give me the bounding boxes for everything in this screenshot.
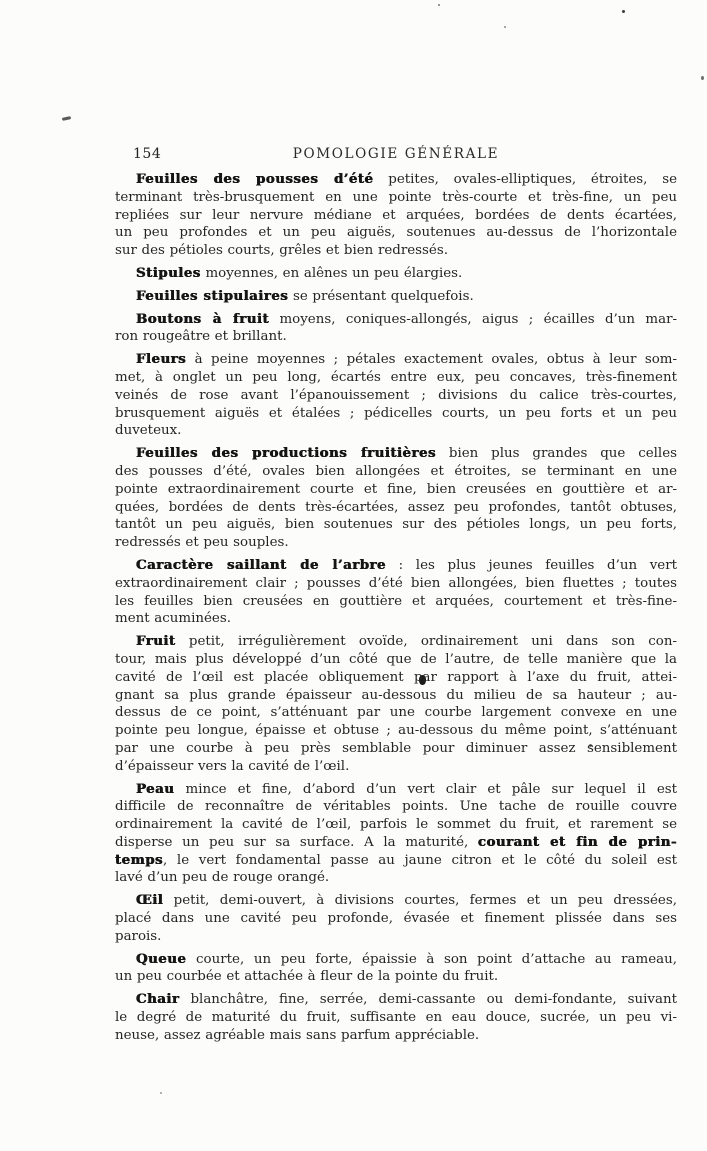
lead-word: Queue bbox=[136, 950, 187, 967]
text-line bbox=[115, 593, 677, 611]
paragraph bbox=[115, 311, 677, 347]
text-line bbox=[115, 499, 677, 517]
paragraph bbox=[115, 288, 677, 306]
text-line bbox=[115, 951, 677, 969]
page-body bbox=[115, 171, 677, 1045]
body-text: pointe peu longue, épaisse et obtuse ; au-dessous du même point, s’atténuant bbox=[115, 723, 677, 739]
body-text: disperse un peu sur sa surface. A la maturité, bbox=[115, 834, 478, 850]
text-line bbox=[115, 1009, 677, 1027]
text-block bbox=[115, 146, 677, 1045]
text-line bbox=[115, 405, 677, 423]
scan-speck bbox=[701, 76, 704, 80]
paragraph bbox=[115, 951, 677, 987]
paragraph bbox=[115, 351, 677, 440]
body-text: petites, ovales-elliptiques, étroites, se bbox=[373, 172, 677, 187]
body-text: met, à onglet un peu long, écartés entre eux, peu concaves, très-finement bbox=[115, 369, 677, 385]
body-text: tantôt un peu aiguës, bien soutenues sur des pétioles longs, un peu forts, bbox=[115, 517, 677, 533]
text-line bbox=[115, 224, 677, 242]
text-line bbox=[115, 534, 677, 552]
body-text: des pousses d’été, ovales bien allongées et étroites, se terminant en une bbox=[115, 463, 677, 479]
text-line bbox=[115, 422, 677, 440]
page-number: 154 bbox=[133, 146, 162, 162]
lead-word: Œil bbox=[136, 892, 164, 909]
body-text: petit, irrégulièrement ovoïde, ordinairement uni dans son con- bbox=[175, 634, 677, 650]
text-line bbox=[115, 651, 677, 669]
text-line bbox=[115, 722, 677, 740]
text-line bbox=[115, 516, 677, 534]
body-text: redressés et peu souples. bbox=[115, 535, 289, 551]
body-text: placé dans une cavité peu profonde, évasée et finement plissée dans ses bbox=[115, 911, 677, 927]
body-text: difficile de reconnaître de véritables points. Une tache de rouille couvre bbox=[115, 799, 677, 815]
text-line bbox=[115, 758, 677, 776]
body-text: le degré de maturité du fruit, suffisante en eau douce, sucrée, un peu vi- bbox=[115, 1010, 677, 1026]
lead-word: Chair bbox=[136, 991, 180, 1008]
text-line bbox=[115, 575, 677, 593]
body-text: : les plus jeunes feuilles d’un vert bbox=[386, 557, 678, 573]
text-line bbox=[115, 171, 677, 189]
lead-word: Feuilles des pousses d’été bbox=[136, 171, 374, 187]
lead-word: Boutons à fruit bbox=[136, 310, 270, 327]
body-text: sur des pétioles courts, grêles et bien redressés. bbox=[115, 243, 448, 259]
text-line bbox=[115, 740, 677, 758]
text-line bbox=[115, 557, 677, 575]
body-text: ment acuminées. bbox=[115, 611, 231, 627]
lead-word: Feuilles des productions fruitières bbox=[136, 445, 436, 462]
body-text: gnant sa plus grande épaisseur au-dessous du milieu de sa hauteur ; au- bbox=[115, 687, 677, 703]
paragraph bbox=[115, 633, 677, 775]
text-line bbox=[115, 242, 677, 260]
body-text: courte, un peu forte, épaissie à son point d’attache au rameau, bbox=[186, 951, 677, 967]
body-text: lavé d’un peu de rouge orangé. bbox=[115, 870, 330, 886]
text-line bbox=[115, 928, 677, 946]
text-line bbox=[115, 369, 677, 387]
body-text: parois. bbox=[115, 928, 162, 944]
text-line bbox=[115, 328, 677, 346]
text-line bbox=[115, 207, 677, 225]
body-text: d’épaisseur vers la cavité de l’œil. bbox=[115, 758, 350, 774]
text-line bbox=[115, 852, 677, 870]
scan-speck bbox=[504, 26, 506, 28]
text-line bbox=[115, 834, 677, 852]
body-text: mince et fine, d’abord d’un vert clair et pâle sur lequel il est bbox=[174, 781, 677, 797]
lead-word: temps bbox=[115, 851, 164, 868]
text-line bbox=[115, 481, 677, 499]
body-text: veinés de rose avant l’épanouissement ; divisions du calice très-courtes, bbox=[115, 387, 677, 403]
paragraph bbox=[115, 171, 677, 260]
text-line bbox=[115, 610, 677, 628]
body-text: petit, demi-ouvert, à divisions courtes, fermes et un peu dressées, bbox=[163, 893, 677, 909]
body-text: repliées sur leur nervure médiane et arquées, bordées de dents écartées, bbox=[115, 207, 677, 223]
paragraph bbox=[115, 445, 677, 552]
text-line bbox=[115, 816, 677, 834]
text-line bbox=[115, 1027, 677, 1045]
paragraph bbox=[115, 892, 677, 945]
lead-word: Fruit bbox=[136, 633, 176, 650]
body-text: blanchâtre, fine, serrée, demi-cassante ou demi-fondante, suivant bbox=[179, 992, 677, 1008]
body-text: tour, mais plus développé d’un côté que de l’autre, de telle manière que la bbox=[115, 651, 677, 667]
text-line bbox=[115, 910, 677, 928]
text-line bbox=[115, 463, 677, 481]
text-line bbox=[115, 265, 677, 283]
paragraph bbox=[115, 265, 677, 283]
body-text: extraordinairement clair ; pousses d’été bien allongées, bien fluettes ; toutes bbox=[115, 575, 677, 591]
text-line bbox=[115, 991, 677, 1009]
body-text: , le vert fondamental passe au jaune citron et le côté du soleil est bbox=[163, 852, 677, 868]
text-line bbox=[115, 351, 677, 369]
text-line bbox=[115, 892, 677, 910]
text-line bbox=[115, 669, 677, 687]
body-text: moyennes, en alênes un peu élargies. bbox=[200, 265, 463, 281]
text-line bbox=[115, 633, 677, 651]
body-text: quées, bordées de dents très-écartées, assez peu profondes, tantôt obtuses, bbox=[115, 499, 677, 515]
lead-word: Caractère saillant de l’arbre bbox=[136, 556, 387, 573]
text-line bbox=[115, 798, 677, 816]
text-line bbox=[115, 189, 677, 207]
text-line bbox=[115, 869, 677, 887]
body-text: par une courbe à peu près semblable pour diminuer assez sensiblement bbox=[115, 740, 677, 756]
body-text: se présentant quelquefois. bbox=[288, 288, 474, 304]
paragraph bbox=[115, 991, 677, 1044]
scan-speck bbox=[438, 4, 440, 6]
text-line bbox=[115, 288, 677, 306]
body-text: pointe extraordinairement courte et fine, bien creusées en gouttière et ar- bbox=[115, 481, 677, 497]
lead-word: Peau bbox=[136, 780, 175, 797]
lead-word: courant et fin de prin- bbox=[477, 833, 677, 850]
text-line bbox=[115, 968, 677, 986]
body-text: ron rougeâtre et brillant. bbox=[115, 329, 287, 345]
body-text: un peu courbée et attachée à fleur de la pointe du fruit. bbox=[115, 969, 499, 985]
body-text: dessus de ce point, s’atténuant par une courbe largement convexe en une bbox=[115, 705, 677, 721]
body-text: brusquement aiguës et étalées ; pédicelles courts, un peu forts et un peu bbox=[115, 405, 677, 421]
page-title: POMOLOGIE GÉNÉRALE bbox=[292, 146, 500, 162]
text-line bbox=[115, 387, 677, 405]
scan-speck bbox=[62, 116, 71, 121]
scan-speck bbox=[160, 1092, 162, 1094]
paragraph bbox=[115, 781, 677, 888]
lead-word: Fleurs bbox=[136, 351, 187, 368]
paragraph bbox=[115, 557, 677, 628]
body-text: duveteux. bbox=[115, 423, 182, 439]
body-text: neuse, assez agréable mais sans parfum appréciable. bbox=[115, 1027, 480, 1043]
body-text: un peu profondes et un peu aiguës, soutenues au-dessus de l’horizontale bbox=[115, 225, 677, 241]
scan-speck bbox=[622, 10, 625, 13]
body-text: cavité de l’œil est placée obliquement par rapport à l’axe du fruit, attei- bbox=[115, 669, 677, 685]
body-text: moyens, coniques-allongés, aigus ; écailles d’un mar- bbox=[269, 311, 677, 327]
text-line bbox=[115, 704, 677, 722]
lead-word: Stipules bbox=[136, 264, 201, 281]
text-line bbox=[115, 781, 677, 799]
body-text: les feuilles bien creusées en gouttière et arquées, courtement et très-fine- bbox=[115, 593, 677, 609]
text-line bbox=[115, 311, 677, 329]
body-text: bien plus grandes que celles bbox=[436, 446, 677, 462]
lead-word: Feuilles stipulaires bbox=[136, 287, 289, 304]
text-line bbox=[115, 445, 677, 463]
body-text: terminant très-brusquement en une pointe très-courte et très-fine, un peu bbox=[115, 189, 677, 205]
body-text: à peine moyennes ; pétales exactement ovales, obtus à leur som- bbox=[186, 352, 677, 368]
running-header bbox=[115, 146, 677, 164]
text-line bbox=[115, 687, 677, 705]
body-text: ordinairement la cavité de l’œil, parfois le sommet du fruit, et rarement se bbox=[115, 817, 677, 833]
